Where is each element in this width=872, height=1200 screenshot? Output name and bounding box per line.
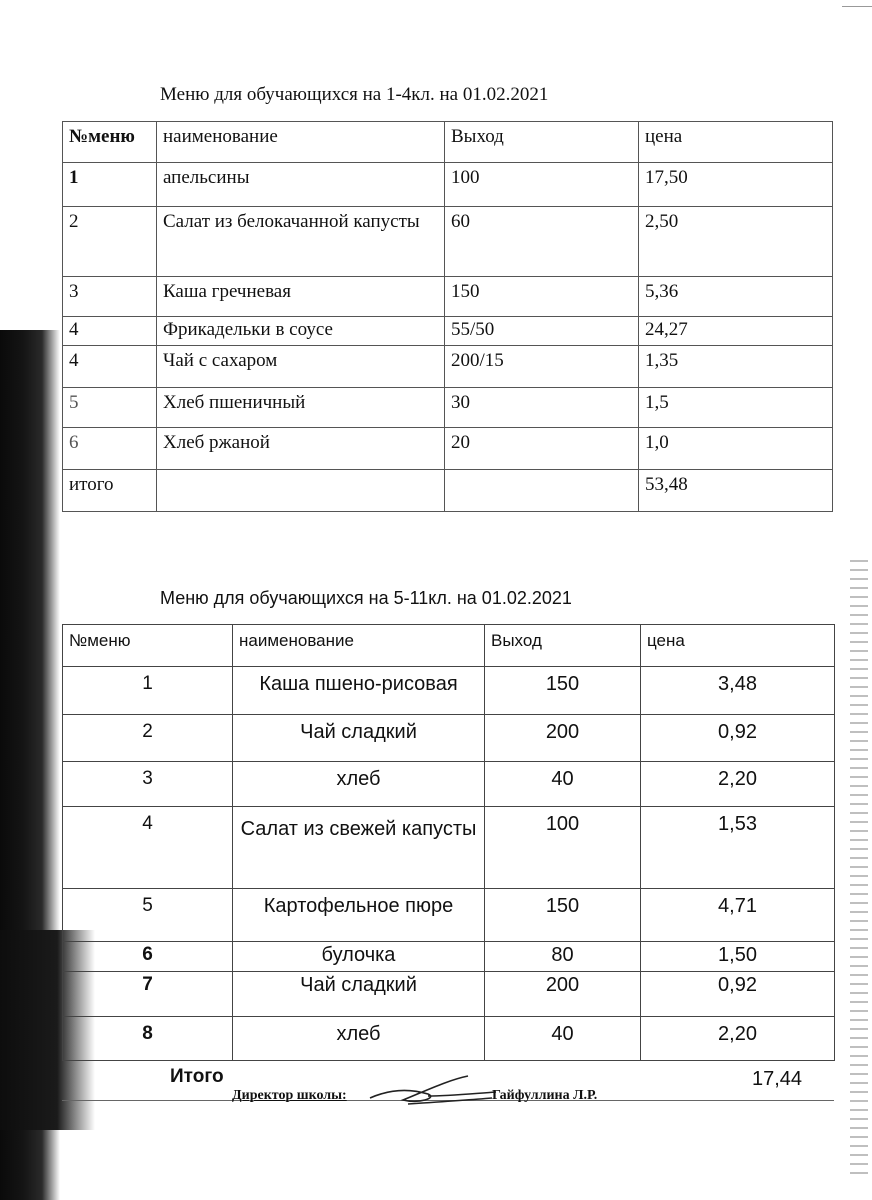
cell-name: Каша гречневая bbox=[157, 277, 445, 317]
cell-price: 1,5 bbox=[639, 388, 833, 428]
cell-output: 60 bbox=[445, 207, 639, 277]
cell-output: 200 bbox=[485, 715, 641, 762]
table-row bbox=[63, 715, 835, 762]
cell-name: Салат из белокачанной капусты bbox=[157, 207, 445, 277]
cell-price: 0,92 bbox=[641, 972, 835, 1017]
table-row bbox=[63, 1017, 835, 1061]
cell-name: Хлеб ржаной bbox=[157, 428, 445, 470]
cell-price: 1,0 bbox=[639, 428, 833, 470]
cell-output: 150 bbox=[445, 277, 639, 317]
menu1-header-row bbox=[63, 122, 833, 163]
cell-name: Салат из свежей капусты bbox=[233, 807, 485, 889]
table-row bbox=[63, 163, 833, 207]
cell-number: 1 bbox=[63, 667, 233, 715]
cell-number: 3 bbox=[63, 762, 233, 807]
table-row bbox=[63, 277, 833, 317]
cell-output: 55/50 bbox=[445, 317, 639, 346]
table-row bbox=[63, 942, 835, 972]
menu2-header-row bbox=[63, 625, 835, 667]
menu2-total-label: Итого bbox=[170, 1066, 224, 1087]
table-row bbox=[63, 317, 833, 346]
cell-name: Чай сладкий bbox=[233, 972, 485, 1017]
table-row bbox=[63, 667, 835, 715]
cell-price: 17,50 bbox=[639, 163, 833, 207]
cell-number: 8 bbox=[63, 1017, 233, 1061]
menu2-header-output: Выход bbox=[485, 625, 641, 667]
cell-total-label: итого bbox=[63, 470, 157, 512]
cell-name: апельсины bbox=[157, 163, 445, 207]
cell-output: 100 bbox=[485, 807, 641, 889]
cell-number: 6 bbox=[63, 428, 157, 470]
cell-name: Хлеб пшеничный bbox=[157, 388, 445, 428]
cell-number: 4 bbox=[63, 317, 157, 346]
cell-output: 150 bbox=[485, 889, 641, 942]
cell-number: 2 bbox=[63, 207, 157, 277]
cell-output: 40 bbox=[485, 1017, 641, 1061]
cell-name: Чай с сахаром bbox=[157, 346, 445, 388]
cell-output: 200/15 bbox=[445, 346, 639, 388]
cell-price: 4,71 bbox=[641, 889, 835, 942]
cell-output: 80 bbox=[485, 942, 641, 972]
menu1-header-number: №меню bbox=[63, 122, 157, 163]
menu2-header-number: №меню bbox=[63, 625, 233, 667]
cell-name: булочка bbox=[233, 942, 485, 972]
cell-number: 4 bbox=[63, 346, 157, 388]
director-label: Директор школы: bbox=[232, 1088, 347, 1103]
table-row bbox=[63, 807, 835, 889]
cell-price: 1,53 bbox=[641, 807, 835, 889]
cell-price: 1,50 bbox=[641, 942, 835, 972]
cell-output: 30 bbox=[445, 388, 639, 428]
cell-name: Картофельное пюре bbox=[233, 889, 485, 942]
cell-output: 150 bbox=[485, 667, 641, 715]
menu2-title: Меню для обучающихся на 5-11кл. на 01.02.2021 bbox=[160, 588, 572, 608]
cell-number: 7 bbox=[63, 972, 233, 1017]
menu2-header-name: наименование bbox=[233, 625, 485, 667]
cell-price: 0,92 bbox=[641, 715, 835, 762]
cell-price: 2,20 bbox=[641, 1017, 835, 1061]
cell-output: 20 bbox=[445, 428, 639, 470]
cell-output bbox=[445, 470, 639, 512]
menu1-header-name: наименование bbox=[157, 122, 445, 163]
menu1-title: Меню для обучающихся на 1-4кл. на 01.02.2021 bbox=[160, 84, 549, 105]
cell-output: 100 bbox=[445, 163, 639, 207]
cell-output: 40 bbox=[485, 762, 641, 807]
signature-icon bbox=[368, 1074, 498, 1108]
menu1-table bbox=[62, 121, 833, 512]
menu2-table bbox=[62, 624, 835, 1061]
cell-number: 3 bbox=[63, 277, 157, 317]
cell-name bbox=[157, 470, 445, 512]
cell-price: 24,27 bbox=[639, 317, 833, 346]
cell-name: хлеб bbox=[233, 762, 485, 807]
cell-price: 2,50 bbox=[639, 207, 833, 277]
director-name: Гайфуллина Л.Р. bbox=[492, 1088, 598, 1103]
cell-name: Чай сладкий bbox=[233, 715, 485, 762]
cell-number: 5 bbox=[63, 388, 157, 428]
cell-price: 5,36 bbox=[639, 277, 833, 317]
menu1-header-price: цена bbox=[639, 122, 833, 163]
cell-number: 4 bbox=[63, 807, 233, 889]
cell-price: 3,48 bbox=[641, 667, 835, 715]
table-row bbox=[63, 207, 833, 277]
cell-name: Фрикадельки в соусе bbox=[157, 317, 445, 346]
table-row bbox=[63, 972, 835, 1017]
table-row bbox=[63, 388, 833, 428]
table-row bbox=[63, 428, 833, 470]
cell-name: хлеб bbox=[233, 1017, 485, 1061]
table-row bbox=[63, 889, 835, 942]
menu2-header-price: цена bbox=[641, 625, 835, 667]
menu1-total-row bbox=[63, 470, 833, 512]
cell-price: 2,20 bbox=[641, 762, 835, 807]
menu1-header-output: Выход bbox=[445, 122, 639, 163]
cell-number: 6 bbox=[63, 942, 233, 972]
cell-number: 1 bbox=[63, 163, 157, 207]
table-row bbox=[63, 346, 833, 388]
table-row bbox=[63, 762, 835, 807]
cell-name: Каша пшено-рисовая bbox=[233, 667, 485, 715]
cell-output: 200 bbox=[485, 972, 641, 1017]
scan-noise-right bbox=[850, 560, 868, 1180]
cell-number: 5 bbox=[63, 889, 233, 942]
cell-total-value: 53,48 bbox=[639, 470, 833, 512]
cell-price: 1,35 bbox=[639, 346, 833, 388]
cell-number: 2 bbox=[63, 715, 233, 762]
menu2-total-value: 17,44 bbox=[752, 1068, 803, 1090]
scan-mark-top bbox=[842, 6, 872, 7]
